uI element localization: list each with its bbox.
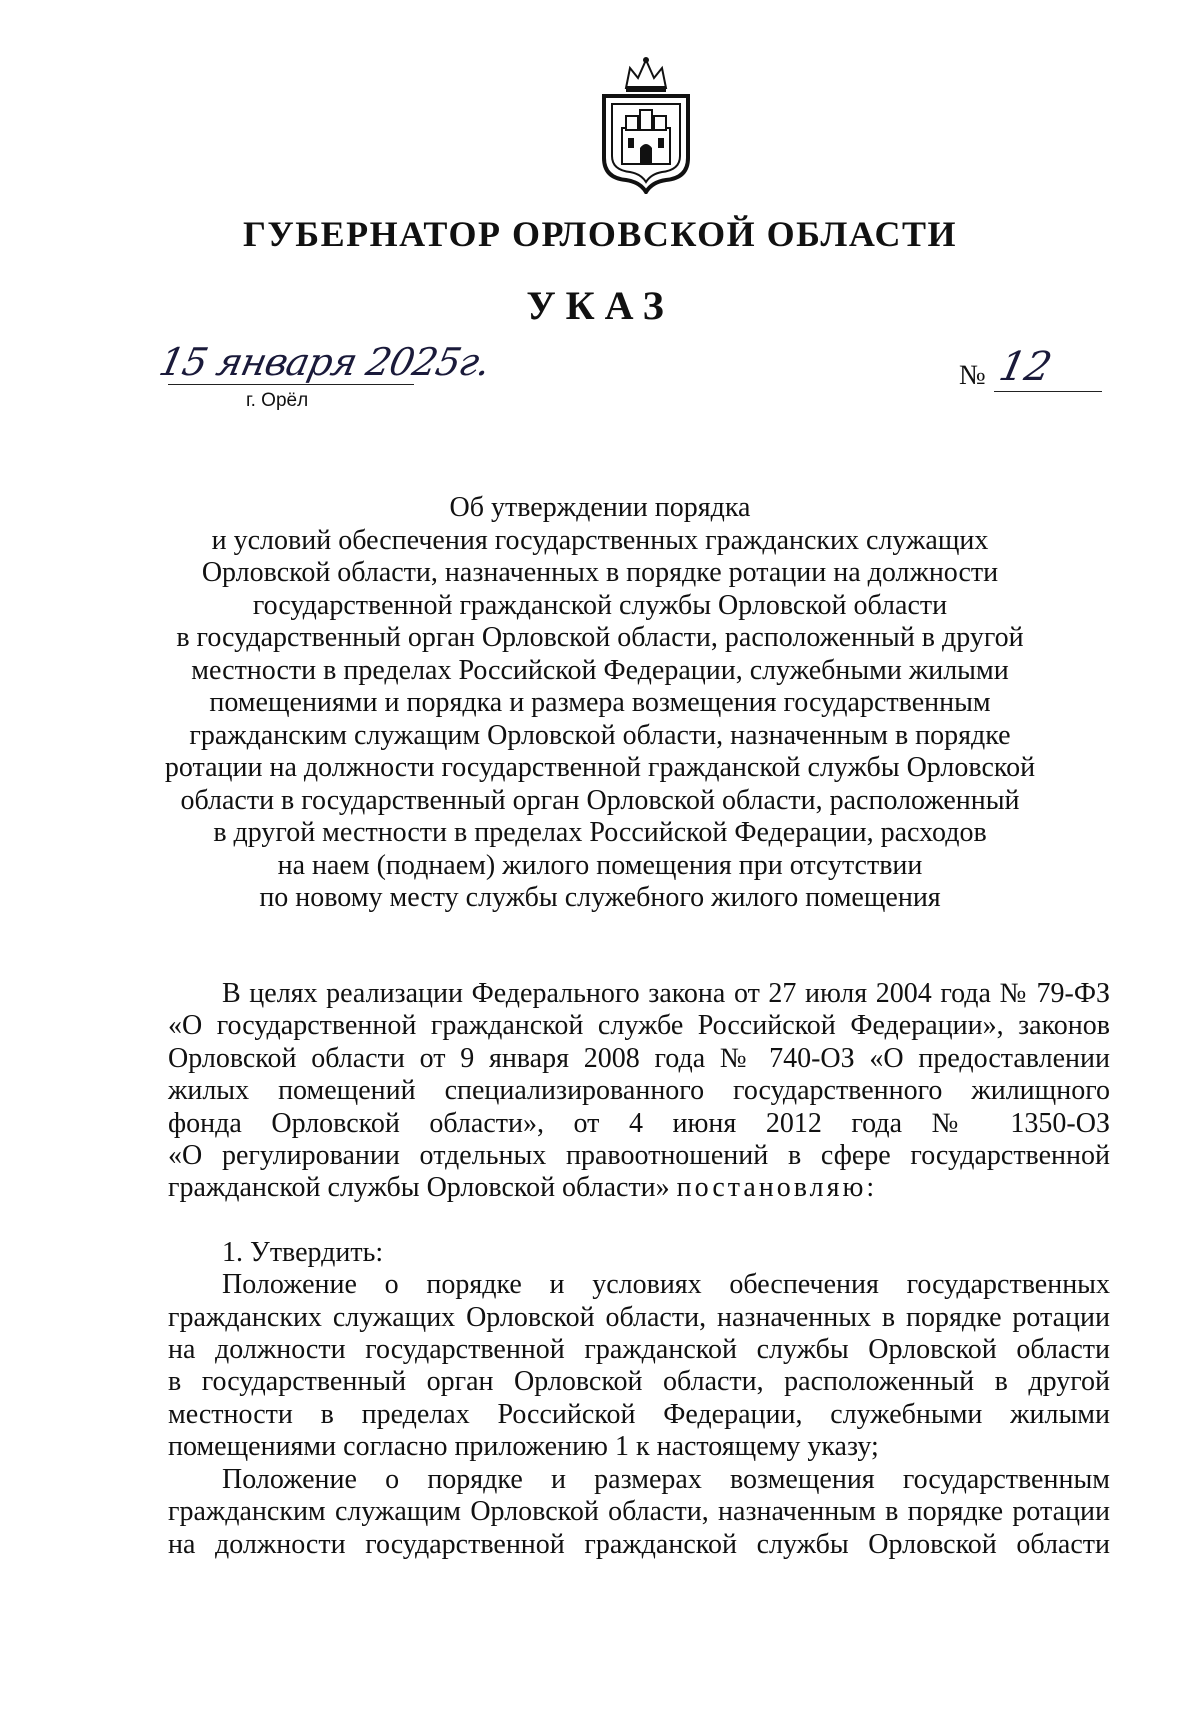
body-line: на должности государственной гражданской службы Орловской области xyxy=(168,1528,1110,1560)
city-label: г. Орёл xyxy=(246,390,309,411)
body-line: Положение о порядке и размерах возмещения государственным xyxy=(222,1463,1110,1495)
title-line: гражданским служащим Орловской области, назначенным в порядке xyxy=(189,719,1011,751)
title-line: и условий обеспечения государственных гражданских служащих xyxy=(211,524,989,556)
body-line-last xyxy=(168,1172,1110,1204)
body-line: гражданским служащим Орловской области, назначенным в порядке ротации xyxy=(168,1496,1110,1528)
title-line: на наем (поднаем) жилого помещения при отсутствии xyxy=(277,849,923,881)
body-line: фонда Орловской области», от 4 июня 2012 года № 1350-ОЗ xyxy=(168,1107,1110,1139)
body-line: В целях реализации Федерального закона от 27 июля 2004 года № 79-ФЗ xyxy=(222,978,1110,1009)
title-line: в другой местности в пределах Российской Федерации, расходов xyxy=(213,817,987,848)
body-line: «О государственной гражданской службе Российской Федерации», законов xyxy=(168,1010,1110,1042)
body-line: гражданских служащих Орловской области, назначенных в порядке ротации xyxy=(168,1301,1110,1333)
document-type-heading: УКАЗ xyxy=(526,283,674,328)
body-line: «О регулировании отдельных правоотношений в сфере государственной xyxy=(168,1140,1110,1172)
decree-title xyxy=(150,492,1050,915)
body-line: жилых помещений специализированного государственного жилищного xyxy=(168,1075,1110,1107)
body-line: Положение о порядке и условиях обеспечения государственных xyxy=(222,1269,1110,1301)
spacer xyxy=(168,1205,1110,1237)
body-line: Орловской области от 9 января 2008 года № 740-ОЗ «О предоставлении xyxy=(168,1042,1110,1074)
item-label: 1. Утвердить: xyxy=(222,1236,384,1268)
title-line: государственной гражданской службы Орловской области xyxy=(252,589,948,621)
preamble-paragraph xyxy=(168,978,1110,1561)
title-line: по новому месту службы служебного жилого помещения xyxy=(259,882,941,913)
coat-of-arms-icon xyxy=(596,54,696,194)
title-line: Об утверждении порядка xyxy=(449,492,751,523)
preamble-last-text: гражданской службы Орловской области» xyxy=(168,1172,670,1204)
body-line: в государственный орган Орловской области, расположенный в другой xyxy=(168,1366,1110,1398)
title-line: помещениями и порядка и размера возмещения государственным xyxy=(209,687,991,718)
handwritten-date: 15 января 2025г. xyxy=(155,340,494,384)
decree-word: постановляю: xyxy=(676,1172,878,1204)
handwritten-number: 12 xyxy=(995,344,1056,390)
date-underline xyxy=(168,384,414,385)
number-label: № xyxy=(959,360,986,391)
body-line: на должности государственной гражданской службы Орловской области xyxy=(168,1334,1110,1366)
body-line-last: помещениями согласно приложению 1 к настоящему указу; xyxy=(168,1431,879,1463)
title-line: в государственный орган Орловской области, расположенный в другой xyxy=(176,622,1024,653)
body-line: местности в пределах Российской Федерации, служебными жилыми xyxy=(168,1398,1110,1430)
title-line: ротации на должности государственной гражданской службы Орловской xyxy=(164,752,1036,783)
title-line: области в государственный орган Орловской области, расположенный xyxy=(180,784,1020,816)
authority-heading: ГУБЕРНАТОР ОРЛОВСКОЙ ОБЛАСТИ xyxy=(242,214,958,254)
title-line: Орловской области, назначенных в порядке ротации на должности xyxy=(201,557,999,588)
title-line: местности в пределах Российской Федерации, служебными жилыми xyxy=(191,654,1009,686)
number-underline xyxy=(994,391,1102,392)
